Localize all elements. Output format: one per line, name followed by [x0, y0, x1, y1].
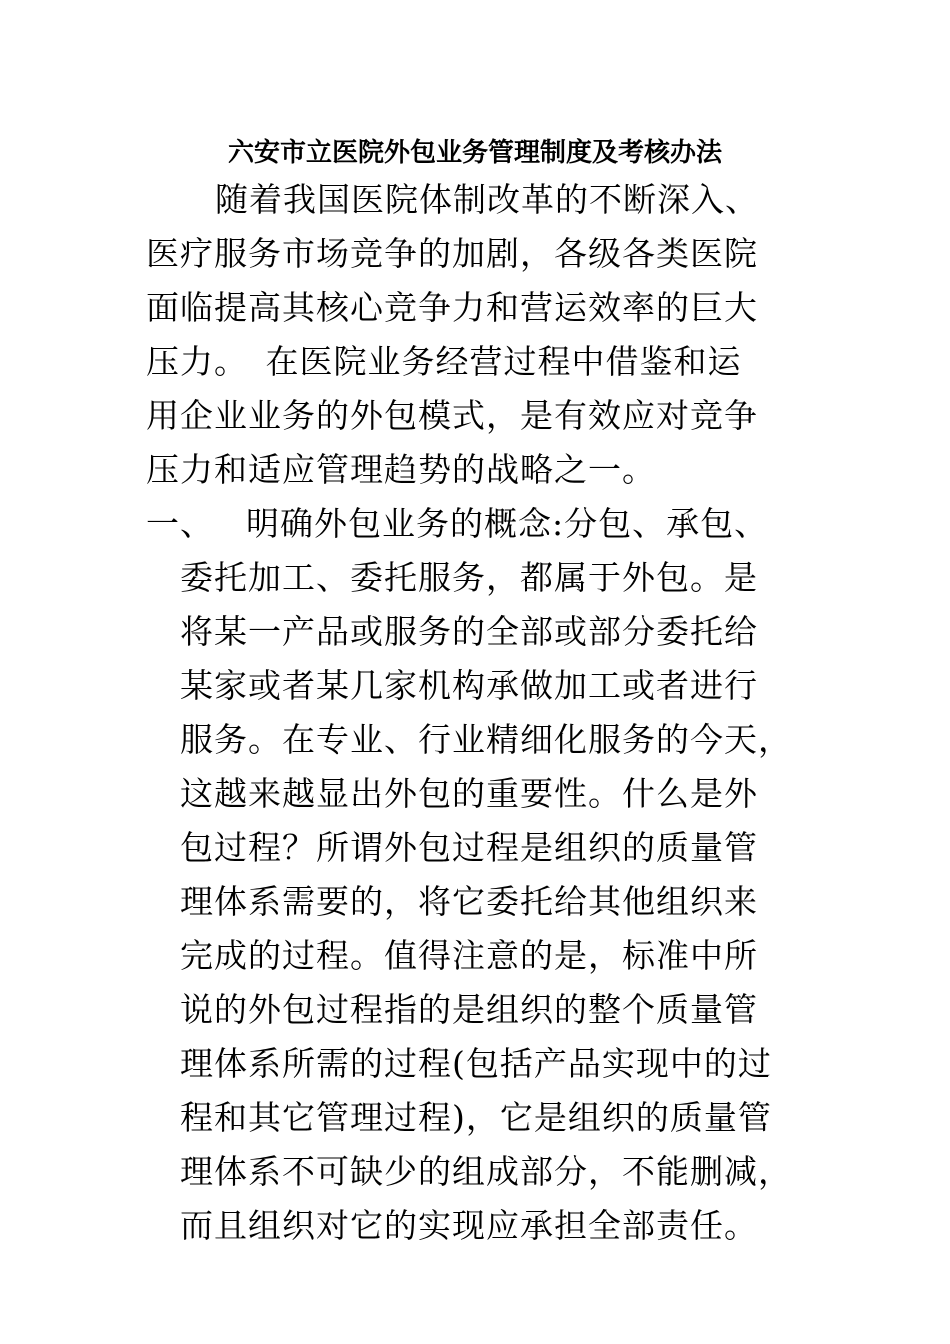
section-1-line: 包过程？所谓外包过程是组织的质量管 — [180, 828, 758, 867]
section-1-line: 而且组织对它的实现应承担全部责任。 — [180, 1206, 758, 1245]
intro-line-2: 医疗服务市场竞争的加剧，各级各类医院 — [146, 234, 758, 273]
section-1-line: 这越来越显出外包的重要性。什么是外 — [180, 774, 758, 813]
intro-line-3: 面临提高其核心竞争力和营运效率的巨大 — [146, 288, 758, 327]
section-1-line: 委托加工、委托服务，都属于外包。是 — [180, 558, 758, 597]
section-1-line: 说的外包过程指的是组织的整个质量管 — [180, 990, 758, 1029]
section-1-line: 完成的过程。值得注意的是，标准中所 — [180, 936, 758, 975]
section-1-marker: 一、 — [146, 504, 214, 543]
section-1-line: 程和其它管理过程)，它是组织的质量管 — [180, 1098, 772, 1137]
document-title: 六安市立医院外包业务管理制度及考核办法 — [227, 138, 722, 168]
section-1-line: 理体系需要的，将它委托给其他组织来 — [180, 882, 758, 921]
section-1-line: 理体系所需的过程(包括产品实现中的过 — [180, 1044, 772, 1083]
section-1-line: 理体系不可缺少的组成部分，不能删减， — [180, 1152, 792, 1191]
intro-line-4: 压力。 在医院业务经营过程中借鉴和运 — [146, 342, 742, 381]
intro-line-5: 用企业业务的外包模式，是有效应对竞争 — [146, 396, 758, 435]
section-1-line: 某家或者某几家机构承做加工或者进行 — [180, 666, 758, 705]
section-1-line: 将某一产品或服务的全部或部分委托给 — [180, 612, 758, 651]
section-1-line: 服务。在专业、行业精细化服务的今天， — [180, 720, 792, 759]
section-1-first-line: 明确外包业务的概念:分包、承包、 — [246, 504, 769, 543]
intro-line-6: 压力和适应管理趋势的战略之一。 — [146, 450, 656, 489]
intro-line-1: 随着我国医院体制改革的不断深入、 — [215, 180, 759, 219]
